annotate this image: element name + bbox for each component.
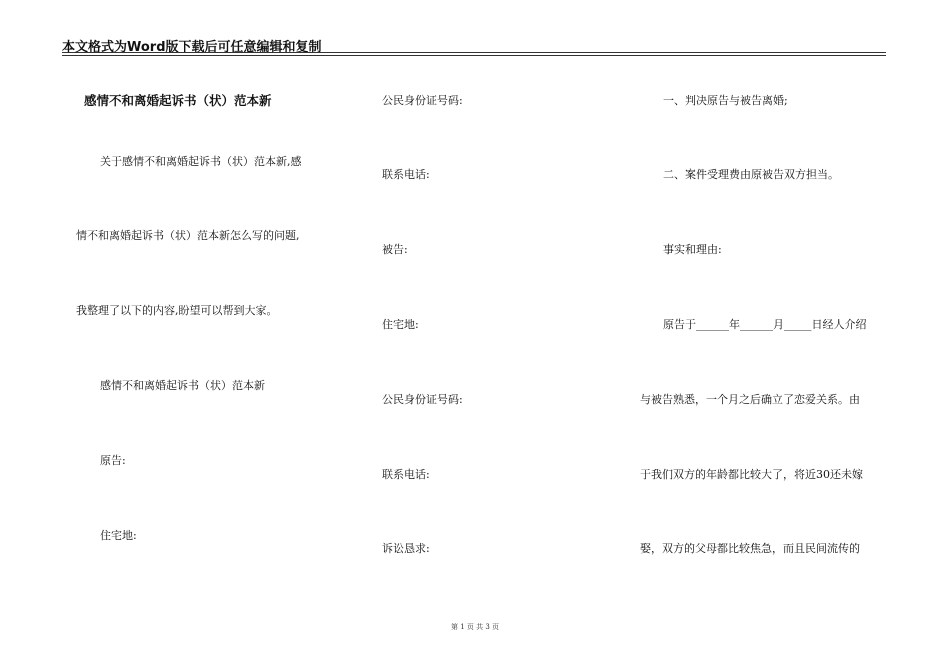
page-footer: 第 1 页 共 3 页 [450,623,500,631]
body-line: 联系电话: [382,468,430,481]
body-line: 诉讼恳求: [382,542,430,555]
header-rule-top [62,52,886,53]
body-line: 事实和理由: [663,243,722,256]
body-line: 娶，双方的父母都比较焦急，而且民间流传的 [640,542,860,555]
body-line: 住宅地: [382,318,419,331]
header-rule-bottom [62,55,886,56]
body-line: 我整理了以下的内容,盼望可以帮到大家。 [76,304,278,317]
page-header: 本文格式为Word版下载后可任意编辑和复制 [62,40,322,55]
body-line: 原告于______年______月_____日经人介绍 [663,318,867,331]
body-line: 公民身份证号码: [382,94,463,107]
body-line: 公民身份证号码: [382,393,463,406]
body-line: 感情不和离婚起诉书（状）范本新 [100,379,265,392]
body-line: 联系电话: [382,168,430,181]
body-line: 情不和离婚起诉书（状）范本新怎么写的问题, [76,229,300,242]
document-title: 感情不和离婚起诉书（状）范本新 [84,93,272,108]
body-line: 原告: [100,454,126,467]
body-line: 关于感情不和离婚起诉书（状）范本新,感 [100,155,302,168]
body-line: 被告: [382,243,408,256]
body-line: 二、案件受理费由原被告双方担当。 [663,168,839,181]
body-line: 一、判决原告与被告离婚; [663,94,788,107]
body-line: 与被告熟悉，一个月之后确立了恋爱关系。由 [640,393,860,406]
body-line: 住宅地: [100,529,137,542]
body-line: 于我们双方的年龄都比较大了，将近30还未嫁 [640,468,863,481]
